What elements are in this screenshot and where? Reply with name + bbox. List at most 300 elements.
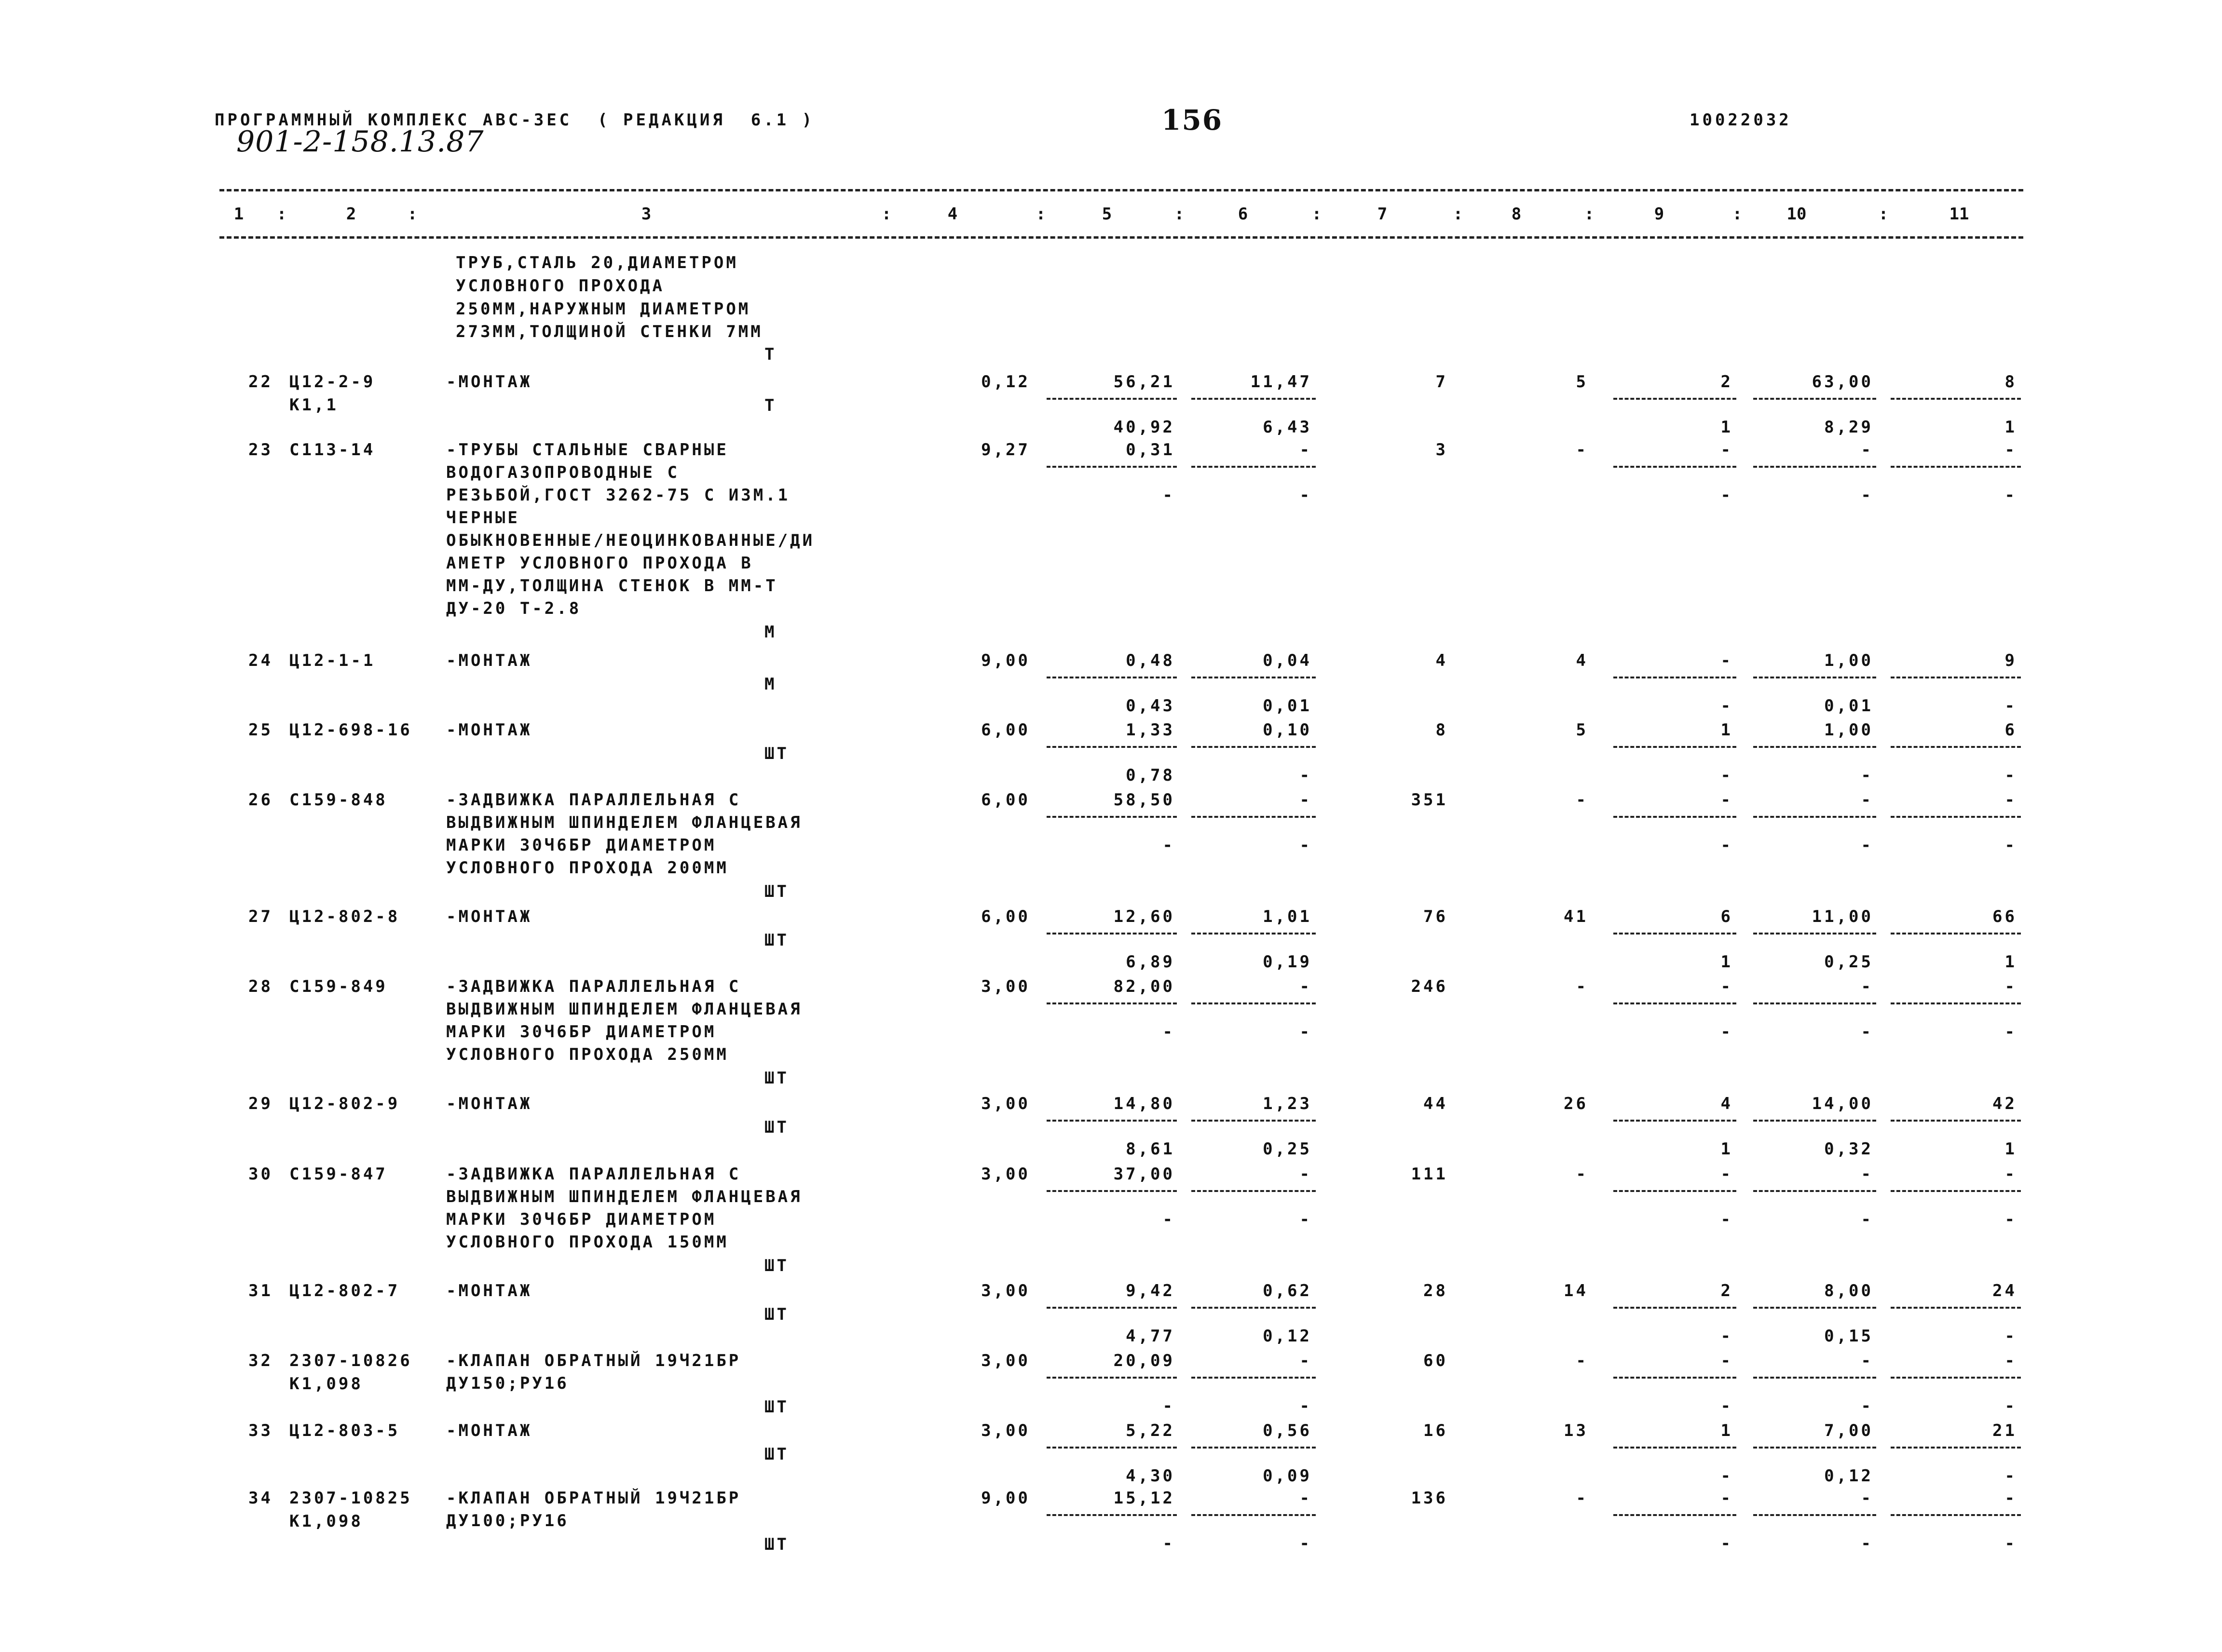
total-wage-value: 5 — [1576, 720, 1588, 740]
labor-total-second: - — [2004, 1210, 2017, 1229]
quantity-value: 3,00 — [981, 1165, 1030, 1184]
cell-rule — [1191, 1120, 1316, 1122]
wage-cost-value: - — [1299, 1351, 1312, 1370]
item-coefficient: К1,098 — [289, 1374, 363, 1394]
cell-rule — [1047, 1002, 1177, 1004]
quantity-value: 3,00 — [981, 1094, 1030, 1113]
machine-cost-second: - — [1720, 1466, 1733, 1486]
description-line: -КЛАПАН ОБРАТНЫЙ 19Ч21БР — [446, 1489, 741, 1508]
unit-cost-second: - — [1162, 486, 1175, 505]
labor-total-value: - — [2004, 440, 2017, 460]
wage-cost-second: - — [1299, 836, 1312, 855]
labor-norm-value: 63,00 — [1812, 372, 1873, 392]
item-code: С159-847 — [289, 1165, 388, 1184]
column-separator: : — [1878, 204, 1889, 224]
unit-cost-second: - — [1162, 1396, 1175, 1416]
description-line: ДУ100;РУ16 — [446, 1511, 569, 1530]
labor-total-value: 8 — [2004, 372, 2017, 392]
item-code: 2307-10825 — [289, 1489, 412, 1508]
unit-label: ШТ — [764, 1445, 789, 1464]
cell-rule — [1047, 677, 1177, 678]
total-cost-value: 60 — [1423, 1351, 1448, 1370]
labor-norm-value: 1,00 — [1824, 651, 1873, 670]
column-header-11: 11 — [1949, 204, 1969, 224]
total-wage-value: 14 — [1564, 1281, 1588, 1300]
quantity-value: 9,00 — [981, 1489, 1030, 1508]
cell-rule — [1753, 746, 1876, 748]
labor-norm-second: - — [1861, 1022, 1873, 1042]
wage-cost-second: - — [1299, 486, 1312, 505]
machine-cost-second: 1 — [1720, 952, 1733, 972]
labor-total-value: 9 — [2004, 651, 2017, 670]
unit-cost-value: 20,09 — [1113, 1351, 1175, 1370]
labor-norm-value: 8,00 — [1824, 1281, 1873, 1300]
labor-total-value: - — [2004, 1165, 2017, 1184]
description-line: УСЛОВНОГО ПРОХОДА 150ММ — [446, 1232, 729, 1252]
machine-cost-value: 2 — [1720, 372, 1733, 392]
labor-norm-second: 0,25 — [1824, 952, 1873, 972]
total-cost-value: 111 — [1411, 1165, 1448, 1184]
total-cost-value: 16 — [1423, 1421, 1448, 1440]
total-cost-value: 28 — [1423, 1281, 1448, 1300]
total-cost-value: 351 — [1411, 790, 1448, 810]
cell-rule — [1047, 816, 1177, 818]
unit-label: Т — [764, 396, 777, 415]
total-wage-value: - — [1576, 1489, 1588, 1508]
wage-cost-second: 0,25 — [1263, 1139, 1312, 1159]
unit-cost-value: 0,48 — [1126, 651, 1175, 670]
description-line: 250ММ,НАРУЖНЫМ ДИАМЕТРОМ — [456, 299, 751, 319]
column-separator: : — [1174, 204, 1185, 224]
column-header-7: 7 — [1377, 204, 1388, 224]
labor-total-second: - — [2004, 696, 2017, 716]
description-line: ЧЕРНЫЕ — [446, 508, 520, 528]
unit-label: ШТ — [764, 1256, 789, 1275]
labor-total-value: - — [2004, 1489, 2017, 1508]
labor-norm-value: - — [1861, 1489, 1873, 1508]
item-coefficient: К1,098 — [289, 1512, 363, 1531]
wage-cost-second: - — [1299, 1534, 1312, 1553]
quantity-value: 6,00 — [981, 720, 1030, 740]
wage-cost-second: 6,43 — [1263, 418, 1312, 437]
total-cost-value: 246 — [1411, 977, 1448, 996]
labor-norm-value: - — [1861, 1165, 1873, 1184]
handwritten-reference: 901-2-158.13.87 — [236, 125, 484, 159]
quantity-value: 3,00 — [981, 1421, 1030, 1440]
description-line: -МОНТАЖ — [446, 1094, 532, 1113]
cell-rule — [1191, 398, 1316, 400]
row-number: 34 — [248, 1489, 273, 1508]
cell-rule — [1047, 1377, 1177, 1379]
column-separator: : — [1311, 204, 1322, 224]
description-line: -МОНТАЖ — [446, 907, 532, 926]
labor-total-second: - — [2004, 836, 2017, 855]
description-line: МАРКИ 30Ч6БР ДИАМЕТРОМ — [446, 1022, 717, 1042]
page-number: 156 — [1161, 104, 1223, 136]
cell-rule — [1891, 816, 2021, 818]
column-header-8: 8 — [1511, 204, 1522, 224]
cell-rule — [1891, 1514, 2021, 1516]
total-wage-value: - — [1576, 440, 1588, 460]
labor-norm-second: - — [1861, 1534, 1873, 1553]
description-line: -МОНТАЖ — [446, 651, 532, 670]
wage-cost-second: 0,19 — [1263, 952, 1312, 972]
machine-cost-value: - — [1720, 977, 1733, 996]
cell-rule — [1191, 1307, 1316, 1309]
labor-total-second: - — [2004, 1466, 2017, 1486]
unit-cost-second: - — [1162, 1022, 1175, 1042]
cell-rule — [1753, 1002, 1876, 1004]
description-line: -ЗАДВИЖКА ПАРАЛЛЕЛЬНАЯ С — [446, 790, 741, 810]
machine-cost-second: 1 — [1720, 1139, 1733, 1159]
cell-rule — [1191, 1377, 1316, 1379]
wage-cost-value: 0,56 — [1263, 1421, 1312, 1440]
unit-label: ШТ — [764, 744, 789, 763]
unit-label: ШТ — [764, 1397, 789, 1417]
unit-label: ШТ — [764, 1535, 789, 1554]
unit-cost-value: 12,60 — [1113, 907, 1175, 926]
column-separator: : — [1036, 204, 1046, 224]
machine-cost-value: - — [1720, 1489, 1733, 1508]
wage-cost-value: 11,47 — [1250, 372, 1312, 392]
description-line: ДУ150;РУ16 — [446, 1374, 569, 1393]
row-number: 33 — [248, 1421, 273, 1440]
total-cost-value: 136 — [1411, 1489, 1448, 1508]
labor-norm-second: 0,01 — [1824, 696, 1873, 716]
unit-cost-value: 82,00 — [1113, 977, 1175, 996]
total-wage-value: - — [1576, 977, 1588, 996]
cell-rule — [1891, 466, 2021, 468]
cell-rule — [1613, 677, 1736, 678]
column-header-6: 6 — [1238, 204, 1248, 224]
labor-total-value: 24 — [1992, 1281, 2017, 1300]
labor-total-second: - — [2004, 766, 2017, 785]
machine-cost-second: - — [1720, 1022, 1733, 1042]
cell-rule — [1047, 466, 1177, 468]
column-separator: : — [881, 204, 892, 224]
cell-rule — [1047, 1447, 1177, 1449]
machine-cost-second: - — [1720, 696, 1733, 716]
unit-label: Т — [764, 345, 777, 364]
unit-cost-value: 0,31 — [1126, 440, 1175, 460]
total-cost-value: 3 — [1435, 440, 1448, 460]
labor-norm-second: - — [1861, 766, 1873, 785]
machine-cost-second: 1 — [1720, 418, 1733, 437]
column-header-10: 10 — [1786, 204, 1807, 224]
cell-rule — [1891, 746, 2021, 748]
cell-rule — [1191, 1190, 1316, 1192]
wage-cost-value: - — [1299, 440, 1312, 460]
row-number: 28 — [248, 977, 273, 996]
wage-cost-second: - — [1299, 1210, 1312, 1229]
cell-rule — [1753, 1190, 1876, 1192]
wage-cost-value: 0,62 — [1263, 1281, 1312, 1300]
cell-rule — [1047, 1190, 1177, 1192]
wage-cost-value: - — [1299, 977, 1312, 996]
description-line: -ЗАДВИЖКА ПАРАЛЛЕЛЬНАЯ С — [446, 977, 741, 996]
total-wage-value: 41 — [1564, 907, 1588, 926]
labor-total-value: 21 — [1992, 1421, 2017, 1440]
wage-cost-second: - — [1299, 766, 1312, 785]
machine-cost-value: 6 — [1720, 907, 1733, 926]
description-line: ДУ-20 Т-2.8 — [446, 599, 582, 618]
unit-cost-second: 6,89 — [1126, 952, 1175, 972]
total-wage-value: 5 — [1576, 372, 1588, 392]
description-line: ТРУБ,СТАЛЬ 20,ДИАМЕТРОМ — [456, 253, 738, 272]
labor-norm-value: - — [1861, 790, 1873, 810]
cell-rule — [1191, 933, 1316, 934]
column-header-3: 3 — [641, 204, 652, 224]
cell-rule — [1891, 1447, 2021, 1449]
wage-cost-value: - — [1299, 790, 1312, 810]
cell-rule — [1753, 933, 1876, 934]
description-line: ВОДОГАЗОПРОВОДНЫЕ С — [446, 463, 680, 482]
header-rule-top — [219, 189, 2023, 191]
column-header-5: 5 — [1102, 204, 1112, 224]
machine-cost-value: 1 — [1720, 720, 1733, 740]
labor-norm-second: - — [1861, 486, 1873, 505]
cell-rule — [1891, 933, 2021, 934]
cell-rule — [1753, 1377, 1876, 1379]
labor-norm-second: - — [1861, 1210, 1873, 1229]
wage-cost-second: - — [1299, 1396, 1312, 1416]
cell-rule — [1613, 1514, 1736, 1516]
description-line: УСЛОВНОГО ПРОХОДА 250ММ — [446, 1045, 729, 1064]
item-code: Ц12-802-9 — [289, 1094, 400, 1113]
cell-rule — [1753, 1447, 1876, 1449]
description-line: -ЗАДВИЖКА ПАРАЛЛЕЛЬНАЯ С — [446, 1165, 741, 1184]
unit-cost-second: - — [1162, 836, 1175, 855]
machine-cost-value: - — [1720, 440, 1733, 460]
machine-cost-second: - — [1720, 1327, 1733, 1346]
labor-norm-second: 0,15 — [1824, 1327, 1873, 1346]
row-number: 23 — [248, 440, 273, 460]
column-header-1: 1 — [233, 204, 244, 224]
unit-cost-value: 1,33 — [1126, 720, 1175, 740]
machine-cost-value: - — [1720, 1165, 1733, 1184]
labor-total-second: - — [2004, 486, 2017, 505]
total-wage-value: - — [1576, 1165, 1588, 1184]
description-line: 273ММ,ТОЛЩИНОЙ СТЕНКИ 7ММ — [456, 322, 763, 341]
machine-cost-value: 4 — [1720, 1094, 1733, 1113]
quantity-value: 0,12 — [981, 372, 1030, 392]
unit-label: М — [764, 675, 777, 694]
row-number: 31 — [248, 1281, 273, 1300]
cell-rule — [1753, 1120, 1876, 1122]
machine-cost-value: 2 — [1720, 1281, 1733, 1300]
quantity-value: 3,00 — [981, 977, 1030, 996]
unit-cost-value: 15,12 — [1113, 1489, 1175, 1508]
total-cost-value: 8 — [1435, 720, 1448, 740]
description-line: ВЫДВИЖНЫМ ШПИНДЕЛЕМ ФЛАНЦЕВАЯ — [446, 813, 803, 832]
unit-label: М — [764, 623, 777, 642]
machine-cost-second: - — [1720, 486, 1733, 505]
unit-cost-value: 5,22 — [1126, 1421, 1175, 1440]
machine-cost-second: - — [1720, 1534, 1733, 1553]
labor-norm-value: 7,00 — [1824, 1421, 1873, 1440]
cell-rule — [1613, 1120, 1736, 1122]
labor-total-value: - — [2004, 1351, 2017, 1370]
cell-rule — [1613, 746, 1736, 748]
description-line: МАРКИ 30Ч6БР ДИАМЕТРОМ — [446, 836, 717, 855]
labor-total-value: 42 — [1992, 1094, 2017, 1113]
wage-cost-value: - — [1299, 1489, 1312, 1508]
unit-cost-value: 58,50 — [1113, 790, 1175, 810]
unit-cost-second: - — [1162, 1210, 1175, 1229]
machine-cost-value: - — [1720, 790, 1733, 810]
description-line: -МОНТАЖ — [446, 1281, 532, 1300]
cell-rule — [1891, 1002, 2021, 1004]
item-code: С159-848 — [289, 790, 388, 810]
cell-rule — [1191, 677, 1316, 678]
wage-cost-second: - — [1299, 1022, 1312, 1042]
wage-cost-value: 1,01 — [1263, 907, 1312, 926]
cell-rule — [1613, 398, 1736, 400]
description-line: -МОНТАЖ — [446, 372, 532, 392]
labor-total-value: - — [2004, 977, 2017, 996]
cell-rule — [1613, 1447, 1736, 1449]
total-wage-value: 13 — [1564, 1421, 1588, 1440]
cell-rule — [1613, 1377, 1736, 1379]
cell-rule — [1753, 677, 1876, 678]
cell-rule — [1191, 746, 1316, 748]
cell-rule — [1613, 1002, 1736, 1004]
unit-cost-second: 8,61 — [1126, 1139, 1175, 1159]
description-line: ОБЫКНОВЕННЫЕ/НЕОЦИНКОВАННЫЕ/ДИ — [446, 531, 815, 550]
item-code: Ц12-2-9 — [289, 372, 376, 392]
labor-total-second: 1 — [2004, 418, 2017, 437]
labor-norm-value: 11,00 — [1812, 907, 1873, 926]
cell-rule — [1613, 466, 1736, 468]
cell-rule — [1191, 1514, 1316, 1516]
unit-cost-second: 4,77 — [1126, 1327, 1175, 1346]
quantity-value: 6,00 — [981, 790, 1030, 810]
cell-rule — [1753, 1514, 1876, 1516]
unit-cost-value: 56,21 — [1113, 372, 1175, 392]
cell-rule — [1891, 1190, 2021, 1192]
cell-rule — [1047, 933, 1177, 934]
unit-cost-second: 0,78 — [1126, 766, 1175, 785]
cell-rule — [1613, 1307, 1736, 1309]
description-line: УСЛОВНОГО ПРОХОДА — [456, 276, 665, 296]
labor-total-value: 66 — [1992, 907, 2017, 926]
row-number: 25 — [248, 720, 273, 740]
unit-label: ШТ — [764, 882, 789, 901]
description-line: -МОНТАЖ — [446, 720, 532, 740]
header-rule-bottom — [219, 236, 2023, 239]
unit-cost-second: 4,30 — [1126, 1466, 1175, 1486]
cell-rule — [1047, 398, 1177, 400]
item-code: Ц12-803-5 — [289, 1421, 400, 1440]
labor-total-value: - — [2004, 790, 2017, 810]
labor-total-second: - — [2004, 1396, 2017, 1416]
total-wage-value: - — [1576, 790, 1588, 810]
description-line: РЕЗЬБОЙ,ГОСТ 3262-75 С ИЗМ.1 — [446, 486, 791, 505]
column-header-9: 9 — [1654, 204, 1664, 224]
wage-cost-second: 0,12 — [1263, 1327, 1312, 1346]
cell-rule — [1191, 466, 1316, 468]
item-code: Ц12-802-7 — [289, 1281, 400, 1300]
wage-cost-second: 0,09 — [1263, 1466, 1312, 1486]
description-line: ММ-ДУ,ТОЛЩИНА СТЕНОК В ММ-Т — [446, 576, 778, 596]
quantity-value: 3,00 — [981, 1281, 1030, 1300]
cell-rule — [1753, 1307, 1876, 1309]
description-line: ВЫДВИЖНЫМ ШПИНДЕЛЕМ ФЛАНЦЕВАЯ — [446, 1000, 803, 1019]
machine-cost-second: - — [1720, 1210, 1733, 1229]
cell-rule — [1753, 816, 1876, 818]
unit-cost-value: 14,80 — [1113, 1094, 1175, 1113]
unit-label: ШТ — [764, 1118, 789, 1137]
cell-rule — [1753, 466, 1876, 468]
unit-cost-value: 9,42 — [1126, 1281, 1175, 1300]
description-line: УСЛОВНОГО ПРОХОДА 200ММ — [446, 858, 729, 878]
column-separator: : — [276, 204, 287, 224]
unit-cost-second: 0,43 — [1126, 696, 1175, 716]
cell-rule — [1891, 677, 2021, 678]
row-number: 30 — [248, 1165, 273, 1184]
description-line: -ТРУБЫ СТАЛЬНЫЕ СВАРНЫЕ — [446, 440, 729, 460]
machine-cost-value: 1 — [1720, 1421, 1733, 1440]
column-header-2: 2 — [346, 204, 356, 224]
description-line: -МОНТАЖ — [446, 1421, 532, 1440]
item-code: 2307-10826 — [289, 1351, 412, 1370]
cell-rule — [1891, 1307, 2021, 1309]
row-number: 22 — [248, 372, 273, 392]
unit-label: ШТ — [764, 1305, 789, 1324]
quantity-value: 6,00 — [981, 907, 1030, 926]
wage-cost-second: 0,01 — [1263, 696, 1312, 716]
column-separator: : — [407, 204, 418, 224]
machine-cost-second: - — [1720, 836, 1733, 855]
cell-rule — [1191, 1002, 1316, 1004]
wage-cost-value: 1,23 — [1263, 1094, 1312, 1113]
cell-rule — [1613, 933, 1736, 934]
machine-cost-second: - — [1720, 1396, 1733, 1416]
cell-rule — [1047, 1307, 1177, 1309]
labor-total-second: 1 — [2004, 1139, 2017, 1159]
labor-total-second: - — [2004, 1327, 2017, 1346]
labor-total-second: - — [2004, 1534, 2017, 1553]
quantity-value: 9,27 — [981, 440, 1030, 460]
cell-rule — [1613, 816, 1736, 818]
labor-norm-value: 14,00 — [1812, 1094, 1873, 1113]
total-cost-value: 76 — [1423, 907, 1448, 926]
column-separator: : — [1453, 204, 1463, 224]
cell-rule — [1191, 1447, 1316, 1449]
labor-norm-second: 0,12 — [1824, 1466, 1873, 1486]
total-cost-value: 44 — [1423, 1094, 1448, 1113]
cell-rule — [1753, 398, 1876, 400]
unit-label: ШТ — [764, 1069, 789, 1088]
labor-norm-value: - — [1861, 440, 1873, 460]
cell-rule — [1613, 1190, 1736, 1192]
cell-rule — [1047, 1514, 1177, 1516]
cell-rule — [1891, 1377, 2021, 1379]
labor-norm-second: - — [1861, 1396, 1873, 1416]
row-number: 26 — [248, 790, 273, 810]
total-wage-value: - — [1576, 1351, 1588, 1370]
total-cost-value: 7 — [1435, 372, 1448, 392]
labor-total-value: 6 — [2004, 720, 2017, 740]
description-line: АМЕТР УСЛОВНОГО ПРОХОДА В — [446, 554, 753, 573]
row-number: 29 — [248, 1094, 273, 1113]
labor-norm-second: 8,29 — [1824, 418, 1873, 437]
item-code: Ц12-1-1 — [289, 651, 376, 670]
total-cost-value: 4 — [1435, 651, 1448, 670]
description-line: -КЛАПАН ОБРАТНЫЙ 19Ч21БР — [446, 1351, 741, 1370]
labor-norm-second: - — [1861, 836, 1873, 855]
program-header: ПРОГРАММНЫЙ КОМПЛЕКС АВС-ЗЕС ( РЕДАКЦИЯ 6.1 ) — [215, 110, 815, 130]
